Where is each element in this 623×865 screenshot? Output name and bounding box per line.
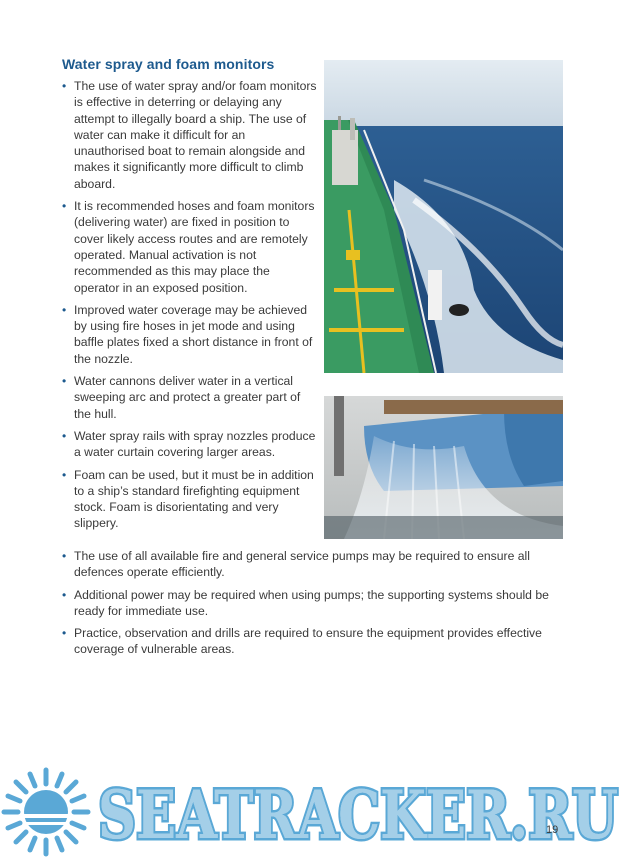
bullet-item: • Additional power may be required when using pumps; the supporting systems should be ready for immediate use.	[62, 587, 564, 620]
water-curtain-photo	[324, 396, 563, 539]
bullet-item: • The use of all available fire and general service pumps may be required to ensure all defences operate efficiently.	[62, 548, 564, 581]
section-heading: Water spray and foam monitors	[62, 56, 275, 72]
bullet-item: • Water spray rails with spray nozzles produce a water curtain covering larger areas.	[62, 428, 317, 461]
ship-deck-photo	[324, 60, 563, 373]
bullet-item: • It is recommended hoses and foam monitors (delivering water) are fixed in position to cover likely access routes and are remotely operated. Manual activation is not recommended as this may place the operator in an exposed position.	[62, 198, 317, 296]
bullet-list-wide	[62, 548, 564, 664]
bullet-item: • Improved water coverage may be achieved by using fire hoses in jet mode and using baffle plates fixed a short distance in front of the nozzle.	[62, 302, 317, 367]
seatracker-watermark	[0, 766, 623, 860]
bullet-item: • Practice, observation and drills are required to ensure the equipment provides effective coverage of vulnerable areas.	[62, 625, 564, 658]
watermark-text: SEATRACKER.RU	[98, 776, 618, 854]
bullet-list-narrow	[62, 78, 317, 538]
bullet-item: • The use of water spray and/or foam monitors is effective in deterring or delaying any attempt to illegally board a ship. The use of water can make it difficult for an unauthorised boat to remain alongside and makes it significantly more difficult to climb aboard.	[62, 78, 317, 192]
sun-logo-icon	[4, 770, 88, 854]
watermark-text-fill: SEATRACKER.RU	[98, 776, 618, 854]
bullet-item: • Water cannons deliver water in a vertical sweeping arc and protect a greater part of the hull.	[62, 373, 317, 422]
bullet-item: • Foam can be used, but it must be in addition to a ship’s standard firefighting equipment stock. Foam is disorientating and very slippery.	[62, 467, 317, 532]
page-number: 19	[546, 824, 559, 836]
